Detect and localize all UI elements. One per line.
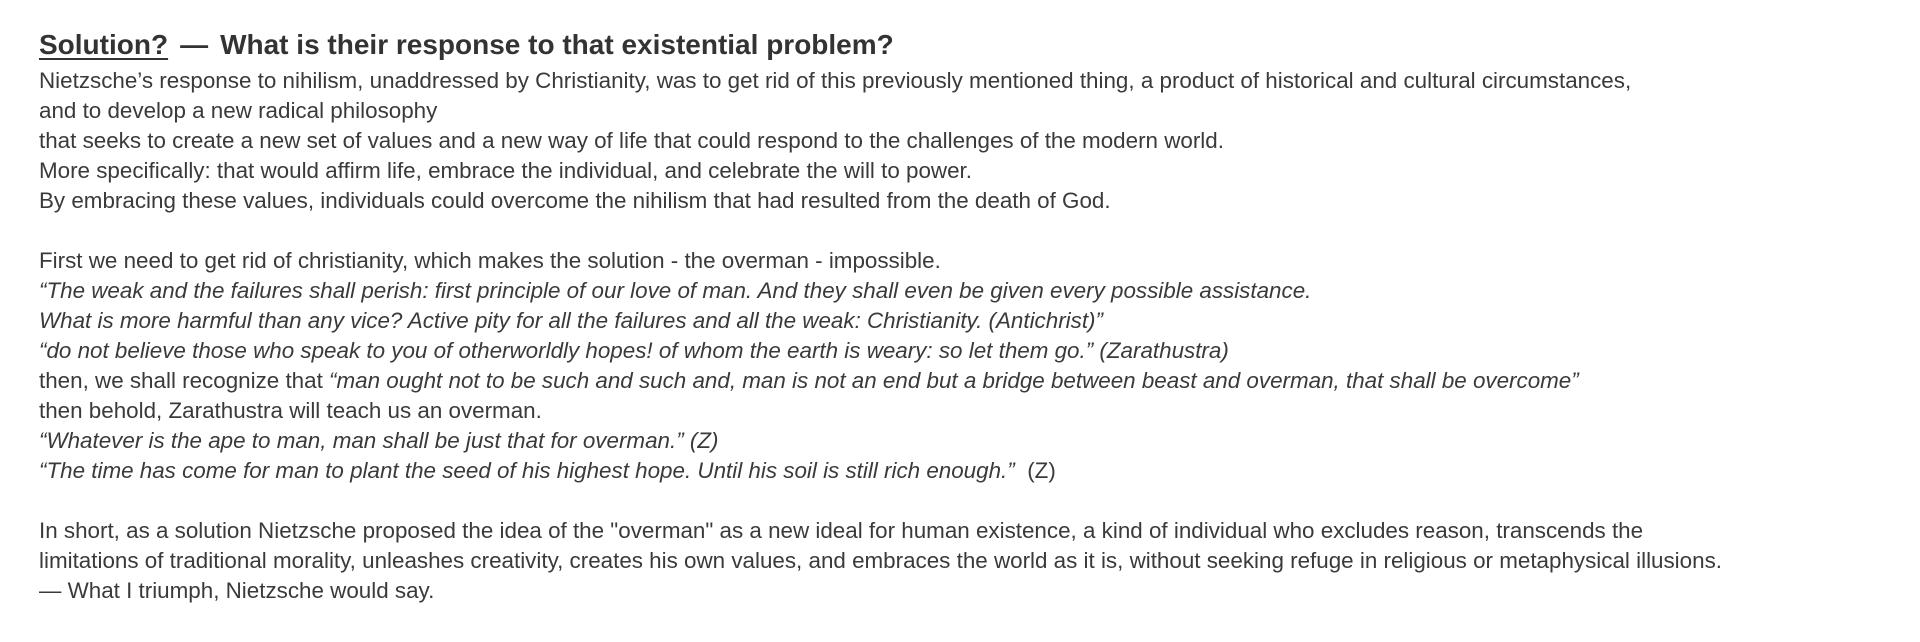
section-heading — [39, 24, 1882, 66]
quote-line: “The weak and the failures shall perish: first principle of our love of man. And they shall even be given every possible assistance. — [39, 278, 1312, 303]
recognize-line — [39, 366, 1882, 396]
paragraph-line: then behold, Zarathustra will teach us an overman. — [39, 398, 542, 423]
paragraph-line: — What I triumph, Nietzsche would say. — [39, 578, 435, 603]
heading-question: What is their response to that existential problem? — [220, 29, 894, 60]
heading-dash: — — [180, 29, 209, 60]
heading-lead: Solution? — [39, 29, 169, 60]
quote-citation: (Z) — [1027, 458, 1056, 483]
paragraph-line: and to develop a new radical philosophy — [39, 98, 438, 123]
recognize-prefix: then, we shall recognize that — [39, 368, 330, 393]
blank-line — [39, 486, 1882, 516]
paragraph-response — [39, 66, 1882, 216]
paragraph-quotes — [39, 246, 1882, 486]
quote-line-with-citation — [39, 456, 1882, 486]
paragraph-line: limitations of traditional morality, unleashes creativity, creates his own values, and embraces the world as it is, without seeking refuge in religious or metaphysical illusions. — [39, 548, 1722, 573]
quote-line: “Whatever is the ape to man, man shall be just that for overman.” (Z) — [39, 428, 719, 453]
quote-line: “do not believe those who speak to you of otherworldly hopes! of whom the earth is weary: so let them go.” (Zarathustra) — [39, 338, 1229, 363]
blank-line — [39, 216, 1882, 246]
paragraph-line: In short, as a solution Nietzsche proposed the idea of the "overman" as a new ideal for human existence, a kind of individual who excludes reason, transcends the — [39, 518, 1644, 543]
paragraph-summary — [39, 516, 1882, 606]
quote-text: “The time has come for man to plant the seed of his highest hope. Until his soil is still rich enough.” — [39, 458, 1015, 483]
paragraph-line: More specifically: that would affirm life, embrace the individual, and celebrate the will to power. — [39, 158, 972, 183]
paragraph-line: Nietzsche’s response to nihilism, unaddressed by Christianity, was to get rid of this previously mentioned thing, a product of historical and cultural circumstances, — [39, 68, 1632, 93]
recognize-quote: “man ought not to be such and such and, man is not an end but a bridge between beast and overman, that shall be overcome” — [329, 368, 1579, 393]
paragraph-line: By embracing these values, individuals could overcome the nihilism that had resulted from the death of God. — [39, 188, 1111, 213]
paragraph-line: First we need to get rid of christianity, which makes the solution - the overman - impossible. — [39, 248, 941, 273]
quote-line: What is more harmful than any vice? Active pity for all the failures and all the weak: Christianity. (Antichrist)” — [39, 308, 1103, 333]
paragraph-line: that seeks to create a new set of values and a new way of life that could respond to the challenges of the modern world. — [39, 128, 1224, 153]
